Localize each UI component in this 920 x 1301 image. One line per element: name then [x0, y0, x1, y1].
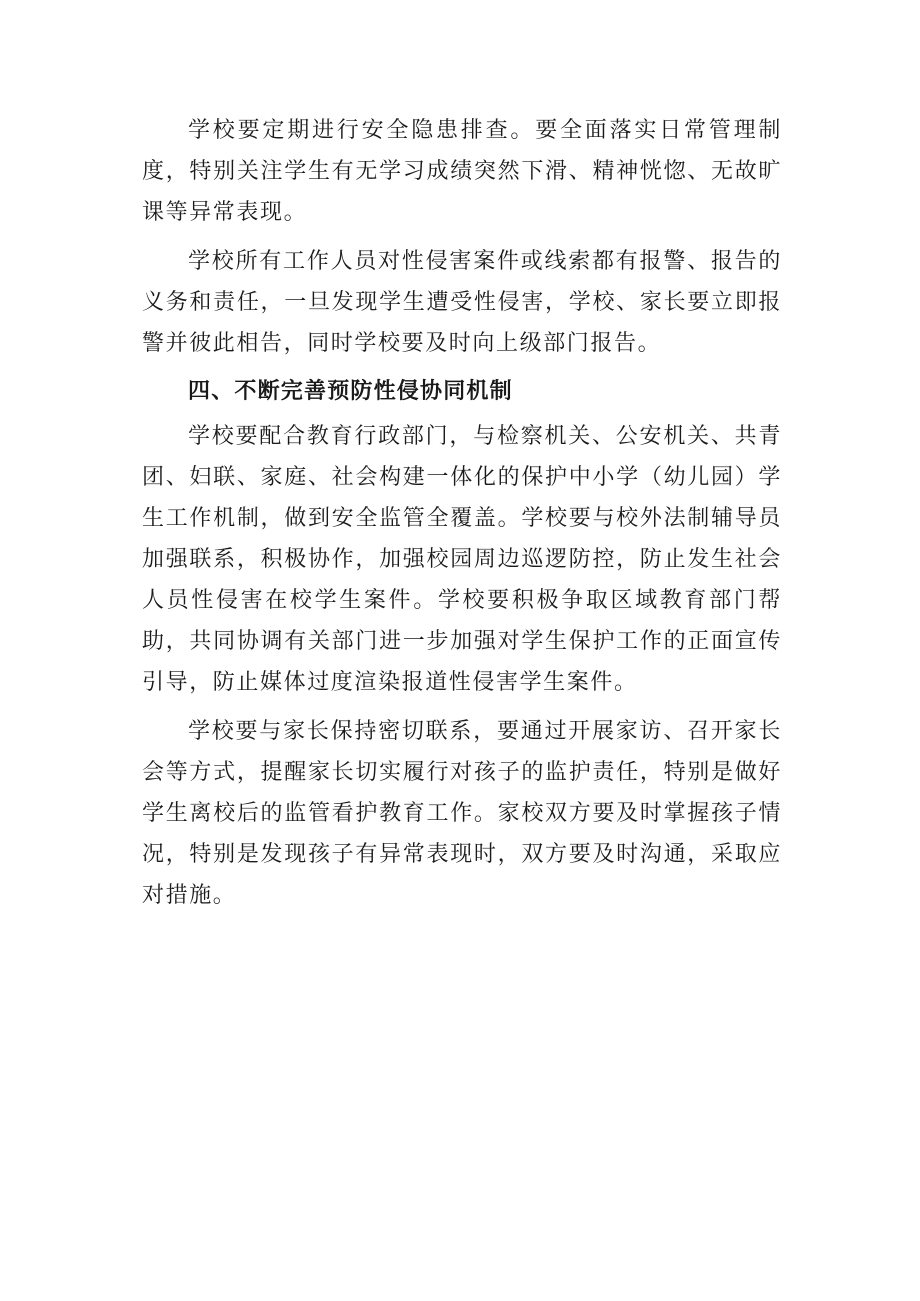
section-heading: 四、不断完善预防性侵协同机制	[188, 379, 513, 404]
paragraph-safety-inspection: 学校要定期进行安全隐患排查。要全面落实日常管理制度，特别关注学生有无学习成绩突然下滑、精神恍惚、无故旷课等异常表现。	[142, 118, 782, 225]
document-body	[142, 110, 782, 916]
paragraph-coordination-mechanism: 学校要配合教育行政部门，与检察机关、公安机关、共青团、妇联、家庭、社会构建一体化的保护中小学（幼儿园）学生工作机制，做到安全监管全覆盖。学校要与校外法制辅导员加强联系，积极协作，加强校园周边巡逻防控，防止发生社会人员性侵害在校学生案件。学校要积极争取区域教育部门帮助，共同协调有关部门进一步加强对学生保护工作的正面宣传引导，防止媒体过度渲染报道性侵害学生案件。	[142, 424, 782, 695]
paragraph-reporting-duty: 学校所有工作人员对性侵害案件或线索都有报警、报告的义务和责任，一旦发现学生遭受性侵害，学校、家长要立即报警并彼此相告，同时学校要及时向上级部门报告。	[142, 249, 782, 356]
paragraph-home-school-contact: 学校要与家长保持密切联系，要通过开展家访、召开家长会等方式，提醒家长切实履行对孩子的监护责任，特别是做好学生离校后的监管看护教育工作。家校双方要及时掌握孩子情况，特别是发现孩子有异常表现时，双方要及时沟通，采取应对措施。	[142, 719, 782, 908]
